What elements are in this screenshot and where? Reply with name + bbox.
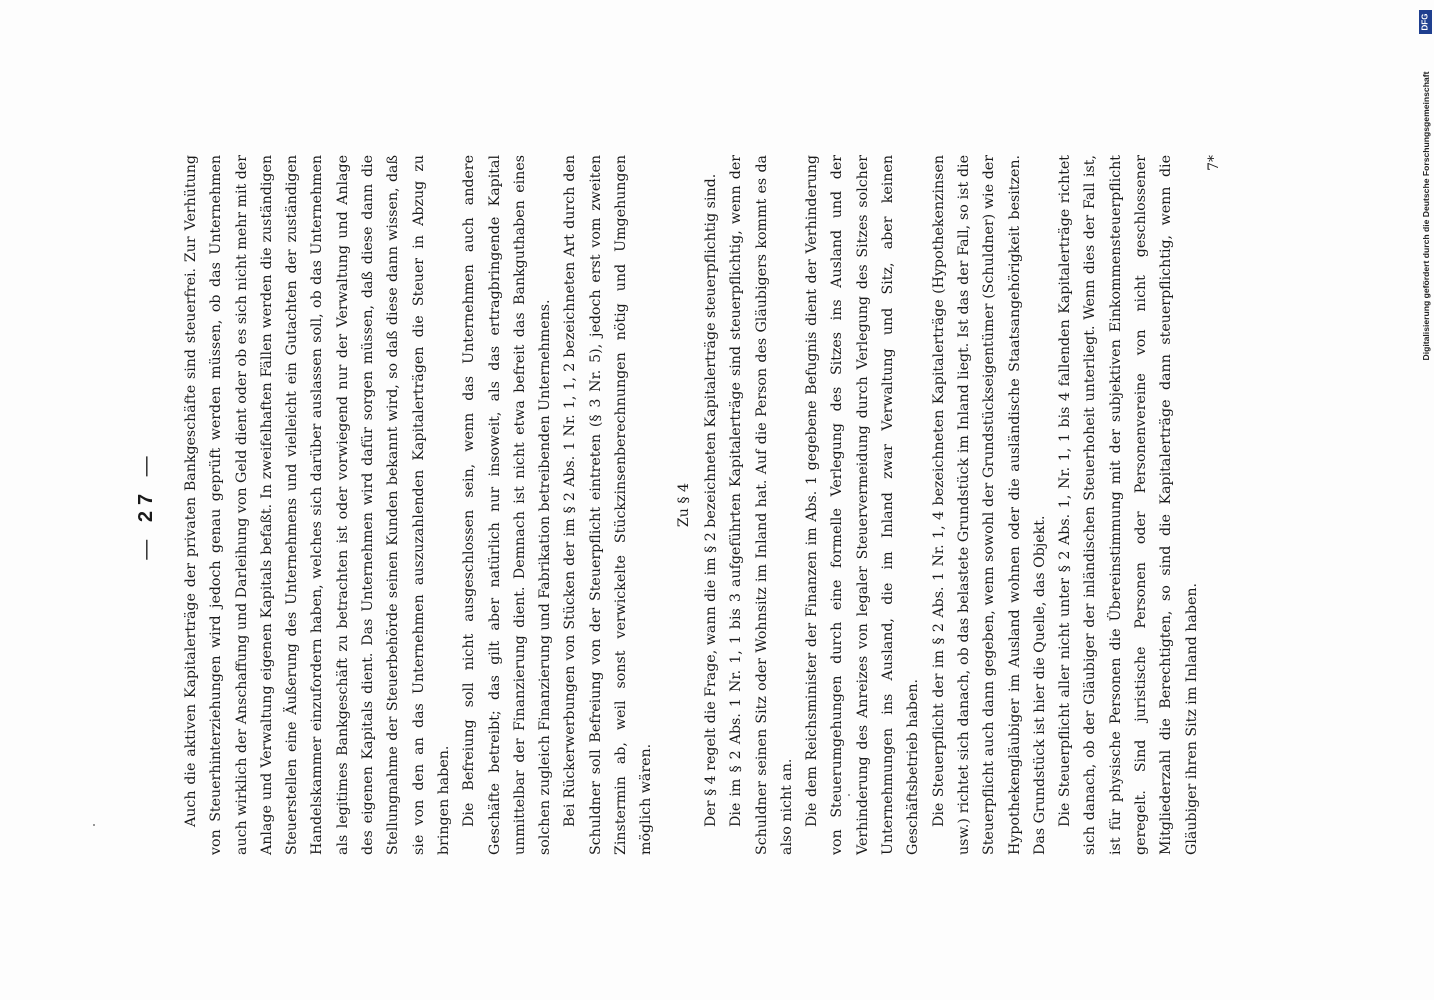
- paragraph-1: Auch die aktiven Kapitalerträge der privaten Bankgeschäfte sind steuerfrei. Zur Verhütung von Steuerhinterziehungen wird jedoch genau geprüft werden müssen, ob das Unternehmen auch wirklich der Anschaffung und Darleihung von Geld dient oder ob es sich nicht mehr mit der Anlage und Verwaltung eigenen Kapitals befaßt. In zweifelhaften Fällen werden die zuständigen Steuerstellen eine Äußerung des Unternehmens und vielleicht ein Gutachten der zuständigen Handelskammer einzufordern haben, welches sich darüber auslassen soll, ob das Unternehmen als legitimes Bankgeschäft zu betrachten ist oder vorwiegend nur der Verwaltung und Anlage des eigenen Kapitals dient. Das Unternehmen wird dafür sorgen müssen, daß diese dann die Stellungnahme der Steuerbehörde seinen Kunden bekannt wird, so daß diese dann wissen, daß sie von den an das Unternehmen auszuzahlenden Kapitalerträgen die Steuer in Abzug zu bringen haben.: [183, 155, 452, 855]
- section-paragraph-1: Der § 4 regelt die Frage, wann die im § 2 bezeichneten Kapitalerträge steuerpflichtig sind.: [702, 173, 719, 827]
- section-heading: Zu § 4: [675, 482, 692, 528]
- dfg-footer-text: Digitalisierung gefördert durch die Deutsche Forschungsgemeinschaft: [1421, 71, 1431, 361]
- section-paragraph-5: Die Steuerpflicht aller nicht unter § 2 Abs. 1, Nr. 1, 1 bis 4 fallenden Kapitalerträge richtet sich danach, ob der Gläubiger der inländischen Steuerhoheit unterliegt. Wenn dies der Fall ist, ist für physische Personen die Übereinstimmung mit der subjektiven Einkommensteuerpflicht geregelt. Sind juristische Personen oder Personenvereine von nicht geschlossener Mitgliederzahl die Berechtigten, so sind die Kapitalerträge dann steuerpflichtig, wenn die Gläubiger ihren Sitz im Inland haben.: [1057, 155, 1200, 855]
- page-number: 27: [135, 487, 157, 523]
- header-dash-left: —: [135, 533, 157, 560]
- section-paragraph-2: Die im § 2 Abs. 1 Nr. 1, 1 bis 3 aufgeführten Kapitalerträge sind steuerpflichtig, wenn der Schuldner seinen Sitz oder Wohnsitz im Inland hat. Auf die Person des Gläubigers kommt es da also nicht an.: [728, 155, 795, 855]
- rotated-text-block: [135, 155, 1295, 855]
- scan-speck: [93, 824, 95, 826]
- dfg-logo-text: DFG: [1420, 13, 1430, 31]
- dfg-footer: [1417, 8, 1434, 393]
- paragraph-3: Bei Rückerwerbungen von Stücken der im § 2 Abs. 1 Nr. 1, 1, 2 bezeichneten Art durch den Schuldner soll Befreiung von der Steuerpflicht eintreten (§ 3 Nr. 5), jedoch erst vom zweiten Zinstermin ab, weil sonst verwickelte Stückzinsenberechnungen nötig und Umgehungen möglich wären.: [562, 155, 655, 855]
- dfg-logo: [1419, 10, 1432, 34]
- header-dash-right: —: [135, 450, 157, 477]
- page-header: [135, 155, 161, 855]
- paragraph-2: Die Befreiung soll nicht ausgeschlossen sein, wenn das Unternehmen auch andere Geschäfte betreibt; das gilt aber natürlich nur insoweit, als das ertragbringende Kapital unmittelbar der Finanzierung dient. Demnach ist nicht etwa befreit das Bankguthaben eines solchen zugleich Finanzierung und Fabrikation betreibenden Unternehmens.: [461, 155, 554, 855]
- section-paragraph-3: Die dem Reichsminister der Finanzen im Abs. 1 gegebene Befugnis dient der Verhinderung von Steuerumgehungen durch eine formelle Verlegung des Sitzes ins Ausland und der Verhinderung des Anreizes von legaler Steuervermeidung durch Verlegung des Sitzes solcher Unternehmungen ins Ausland, die im Inland zwar Verwaltung und Sitz, aber keinen Geschäftsbetrieb haben.: [804, 155, 922, 855]
- scan-speck: [848, 794, 850, 796]
- signature-mark: 7*: [1205, 155, 1222, 171]
- section-paragraph-4: Die Steuerpflicht der im § 2 Abs. 1 Nr. 1, 4 bezeichneten Kapitalerträge (Hypothekenzinsen usw.) richtet sich danach, ob das belastete Grundstück im Inland liegt. Ist das der Fall, so ist die Steuerpflicht auch dann gegeben, wenn sowohl der Grundstückseigentümer (Schuldner) wie der Hypothekengläubiger im Ausland wohnen oder die ausländische Staatsangehörigkeit besitzen. Das Grundstück ist hier die Quelle, das Objekt.: [930, 155, 1048, 855]
